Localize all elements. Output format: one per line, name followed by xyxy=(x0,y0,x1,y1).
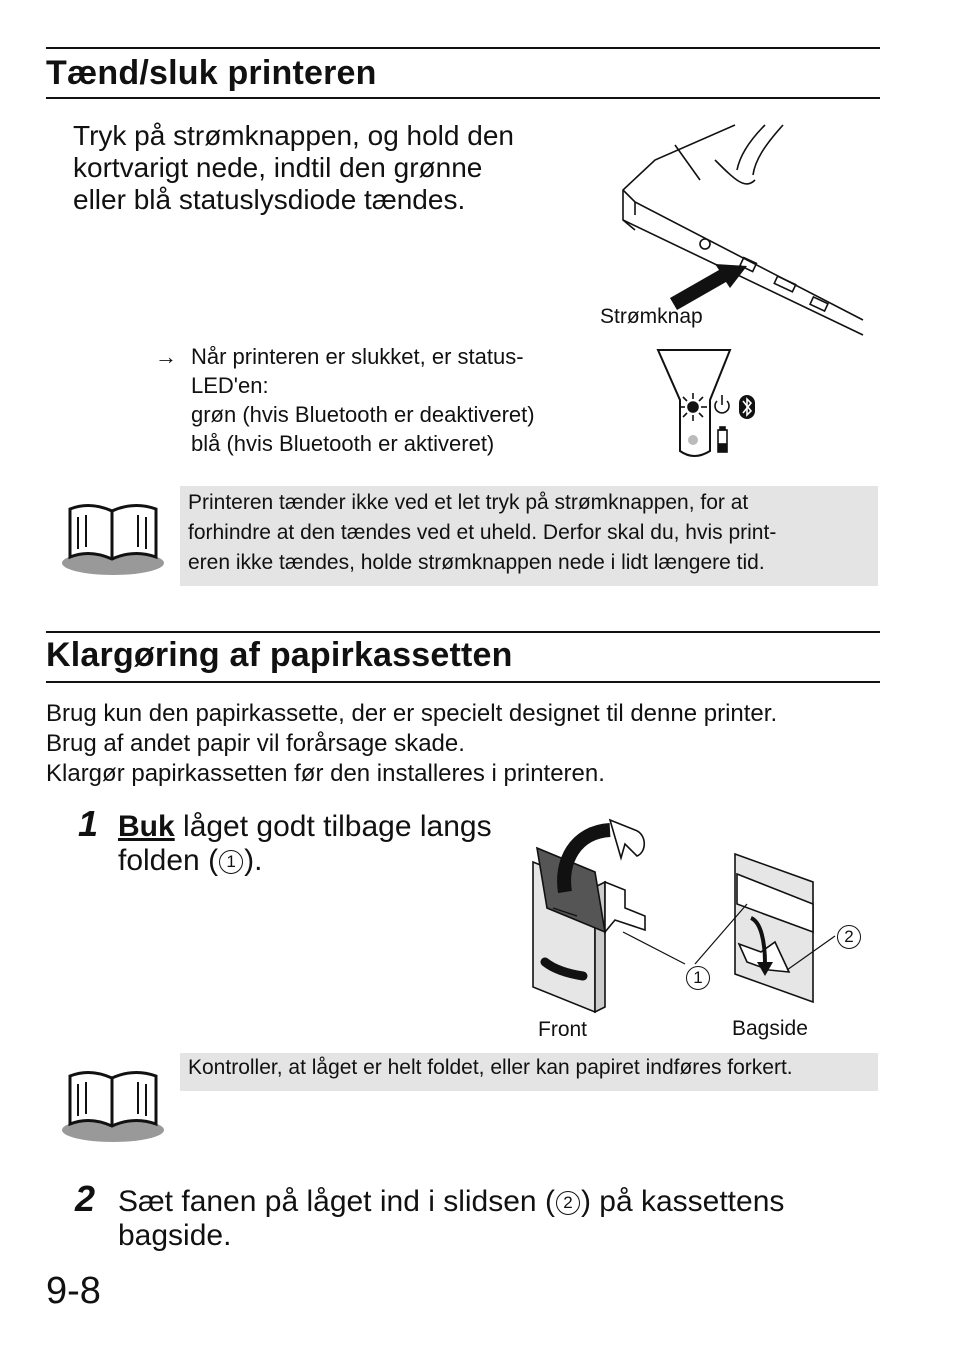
battery-icon xyxy=(718,427,727,452)
section2-bottom-rule xyxy=(46,681,880,683)
arrow-icon: → xyxy=(155,344,177,369)
step1-line1: låget godt tilbage langs xyxy=(174,810,492,843)
figure-marker-1: 1 xyxy=(686,966,710,990)
page-number: 9-8 xyxy=(46,1270,101,1312)
section2-top-rule xyxy=(46,631,880,633)
power-button-label: Strømknap xyxy=(600,305,703,328)
note-line: eren ikke tændes, holde strømknappen nede i lidt længere tid. xyxy=(188,551,765,574)
status-line: Når printeren er slukket, er status- xyxy=(191,344,524,369)
step1-line2-pre: folden ( xyxy=(118,844,219,877)
note-text: Kontroller, at låget er helt foldet, eller kan papiret indføres forkert. xyxy=(188,1056,793,1079)
note-box xyxy=(180,1053,878,1091)
led-light-icon xyxy=(679,393,707,421)
intro-line: Klargør papirkassetten før den installeres i printeren. xyxy=(46,760,605,787)
section2-intro xyxy=(46,699,777,789)
note-line: forhindre at den tændes ved et uheld. Derfor skal du, hvis print- xyxy=(188,521,777,544)
note-line: Printeren tænder ikke ved et let tryk på strømknappen, for at xyxy=(188,491,749,514)
led-panel-illustration xyxy=(650,345,765,465)
section1-intro xyxy=(73,120,514,216)
step-number: 2 xyxy=(75,1178,96,1219)
step2-line2: bagside. xyxy=(118,1219,232,1252)
section1-title: Tænd/sluk printeren xyxy=(46,54,377,92)
power-icon xyxy=(715,395,729,413)
intro-line: kortvarigt nede, indtil den grønne xyxy=(73,152,483,183)
figure-label-back: Bagside xyxy=(732,1017,808,1040)
note-box xyxy=(180,486,878,586)
book-note-icon xyxy=(60,1064,166,1146)
status-line: grøn (hvis Bluetooth er deaktiveret) xyxy=(191,402,535,427)
circled-number: 2 xyxy=(556,1191,580,1215)
status-line: blå (hvis Bluetooth er aktiveret) xyxy=(191,431,495,456)
intro-line: Brug kun den papirkassette, der er specielt designet til denne printer. xyxy=(46,700,778,727)
intro-line: Tryk på strømknappen, og hold den xyxy=(73,120,514,151)
section1-top-rule xyxy=(46,47,880,49)
status-line: LED'en: xyxy=(191,373,269,398)
step2-text xyxy=(118,1185,784,1253)
circled-number: 1 xyxy=(219,850,243,874)
figure-marker-2: 2 xyxy=(837,925,861,949)
step-number: 1 xyxy=(78,803,99,844)
intro-line: Brug af andet papir vil forårsage skade. xyxy=(46,730,465,757)
step1-text xyxy=(118,810,492,878)
step1-line2-post: ). xyxy=(244,844,263,877)
step1-bold-word: Buk xyxy=(118,810,175,843)
section1-bottom-rule xyxy=(46,97,880,99)
book-note-icon xyxy=(60,497,166,579)
intro-line: eller blå statuslysdiode tændes. xyxy=(73,184,466,215)
status-led-description xyxy=(155,342,535,458)
section2-title: Klargøring af papirkassetten xyxy=(46,636,513,674)
bluetooth-icon xyxy=(739,395,755,419)
step2-line1-post: ) på kassettens xyxy=(580,1185,785,1218)
figure-label-front: Front xyxy=(538,1018,588,1041)
step2-line1-pre: Sæt fanen på låget ind i slidsen ( xyxy=(118,1185,555,1218)
